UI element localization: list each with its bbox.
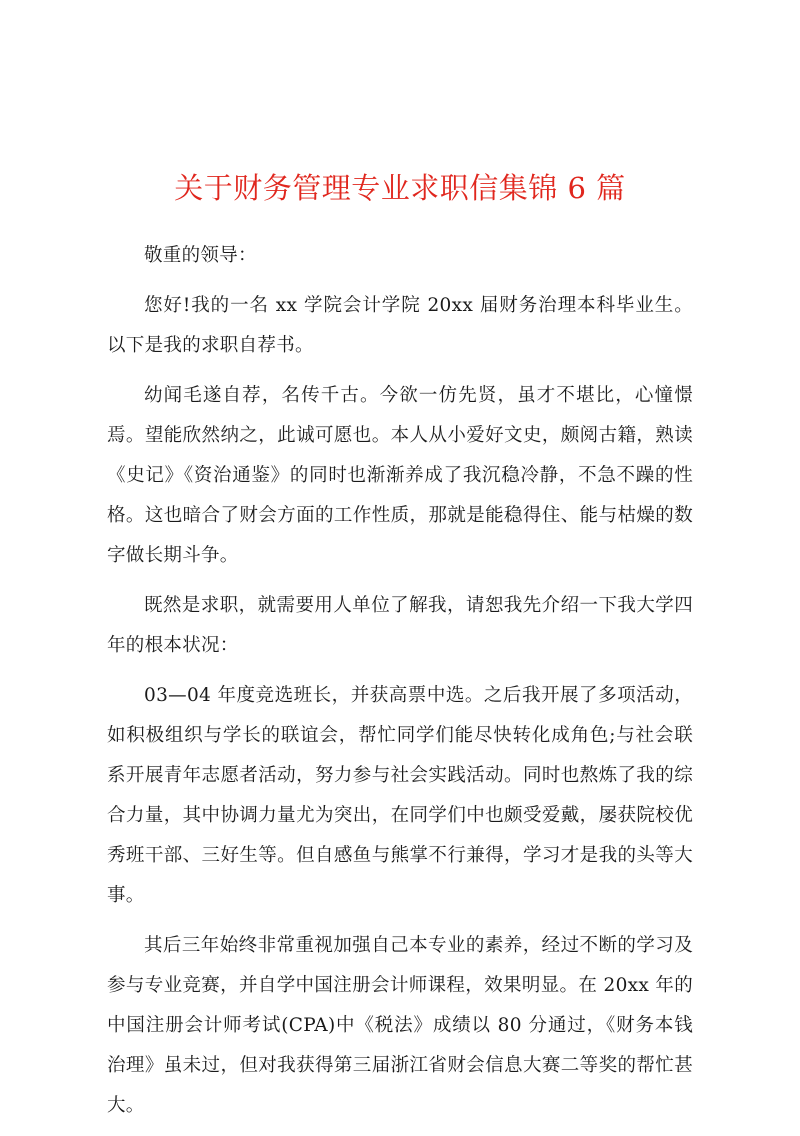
paragraph-class-monitor: 03—04 年度竞选班长，并获高票中选。之后我开展了多项活动，如积极组织与学长的联谊会，帮忙同学们能尽快转化成角色;与社会联系开展青年志愿者活动，努力参与社会实践活动。同时也熬炼了我的综合力量，其中协调力量尤为突出，在同学们中也颇受爱戴，屡获院校优秀班干部、三好生等。但自感鱼与熊掌不行兼得，学习才是我的头等大事。 [107, 685, 693, 906]
document-body [107, 236, 693, 1136]
paragraph-salutation: 敬重的领导： [144, 245, 257, 266]
paragraph-professional-study: 其后三年始终非常重视加强自己本专业的素养，经过不断的学习及参与专业竞赛，并自学中国注册会计师课程，效果明显。在 20xx 年的中国注册会计师考试(CPA)中《税法》成绩以 80 分通过，《财务本钱治理》虽未过，但对我获得第三届浙江省财会信息大赛二等奖的帮忙甚大。 [107, 935, 693, 1116]
paragraph-self-introduction: 幼闻毛遂自荐，名传千古。今欲一仿先贤，虽才不堪比，心憧憬焉。望能欣然纳之，此诚可愿也。本人从小爱好文史，颇阅古籍，熟读《史记》《资治通鉴》的同时也渐渐养成了我沉稳冷静，不急不躁的性格。这也暗合了财会方面的工作性质，那就是能稳得住、能与枯燥的数字做长期斗争。 [107, 385, 693, 566]
paragraph-university-overview: 既然是求职，就需要用人单位了解我，请恕我先介绍一下我大学四年的根本状况： [107, 595, 693, 656]
document-title: 关于财务管理专业求职信集锦 6 篇 [174, 171, 626, 205]
paragraph-greeting: 您好!我的一名 xx 学院会计学院 20xx 届财务治理本科毕业生。以下是我的求职自荐书。 [107, 295, 693, 356]
